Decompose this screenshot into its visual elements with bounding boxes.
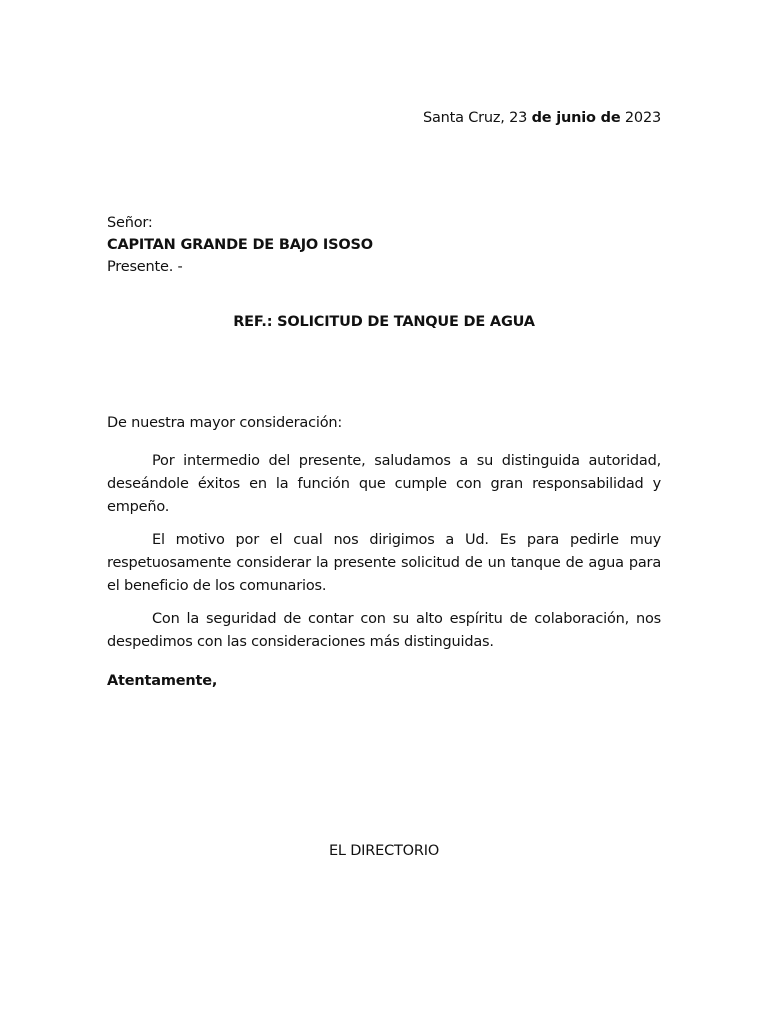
- greeting: De nuestra mayor consideración:: [107, 415, 343, 431]
- recipient-block: [107, 212, 373, 278]
- signature: EL DIRECTORIO: [328, 843, 440, 859]
- body-paragraph-2: El motivo por el cual nos dirigimos a Ud. Es para pedirle muy respetuosamente considerar la presente solicitud de un tanque de agua para el beneficio de los comunarios.: [107, 532, 661, 594]
- date-de-2: de: [600, 110, 621, 126]
- date-de-1: de: [531, 110, 552, 126]
- recipient-name: CAPITAN GRANDE DE BAJO ISOSO: [107, 237, 373, 253]
- reference-line: REF.: SOLICITUD DE TANQUE DE AGUA: [233, 314, 535, 330]
- recipient-presente: Presente. -: [107, 259, 183, 275]
- body-paragraph-1: Por intermedio del presente, saludamos a su distinguida autoridad, deseándole éxitos en la función que cumple con gran responsabilidad y empeño.: [107, 453, 661, 515]
- body-paragraph-3: Con la seguridad de contar con su alto espíritu de colaboración, nos despedimos con las consideraciones más distinguidas.: [107, 611, 661, 650]
- date-month: junio: [551, 110, 601, 126]
- closing: Atentamente,: [107, 673, 218, 689]
- recipient-salutation: Señor:: [107, 215, 153, 231]
- date-year: 2023: [620, 110, 661, 126]
- letter-date: [423, 110, 661, 126]
- date-place: Santa Cruz, 23: [422, 110, 532, 126]
- letter-body: [107, 450, 661, 664]
